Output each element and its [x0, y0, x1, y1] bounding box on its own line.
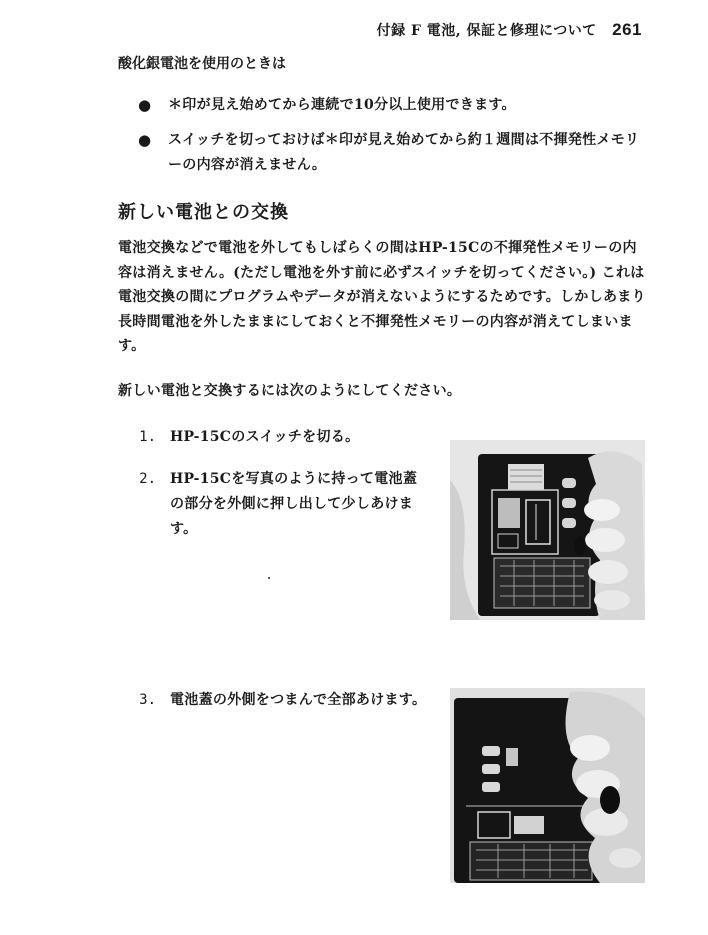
step-text: 電池蓋の外側をつまんで全部あけます。	[170, 692, 427, 708]
bullet-item	[118, 128, 648, 178]
print-speck	[268, 577, 270, 579]
header-title: 付録 F 電池, 保証と修理について	[376, 23, 597, 39]
step-number: 1.	[139, 429, 156, 445]
step-item	[118, 688, 430, 713]
step-text: HP-15Cを写真のように持って電池蓋の部分を外側に押し出して少しあけます。	[170, 471, 418, 537]
body-paragraph: 電池交換などで電池を外してもしばらくの間はHP-15Cの不揮発性メモリーの内容は消えません。(ただし電池を外す前に必ずスイッチを切ってください。) これは電池交換の間にプログラムやデータが消えないようにするためです。しかしあまり長時間電池を外したままにしておくと不揮発性メモリーの内容が消えてしまいます。	[118, 240, 646, 354]
step-item	[118, 425, 500, 450]
section-title: 新しい電池との交換	[118, 202, 289, 223]
bullet-marker: ●	[138, 131, 152, 149]
bullet-marker: ●	[138, 96, 152, 114]
page-number: 261	[612, 20, 642, 39]
subheading: 酸化銀電池を使用のときは	[118, 56, 286, 72]
bullet-item	[118, 93, 648, 118]
step-number: 2.	[139, 471, 156, 487]
calculator-photo-step2	[450, 440, 645, 620]
bullet-list	[118, 93, 648, 188]
running-header	[377, 20, 642, 40]
bullet-text: スイッチを切っておけば＊印が見え始めてから約１週間は不揮発性メモリーの内容が消えません。	[168, 132, 640, 173]
instruction-intro: 新しい電池と交換するには次のようにしてください。	[118, 383, 462, 399]
step-item	[118, 467, 430, 542]
bullet-text: ＊印が見え始めてから連続で10分以上使用できます。	[168, 97, 516, 113]
calculator-photo-step3	[450, 688, 645, 883]
step-text: HP-15Cのスイッチを切る。	[170, 429, 360, 445]
step-number: 3.	[139, 692, 156, 708]
